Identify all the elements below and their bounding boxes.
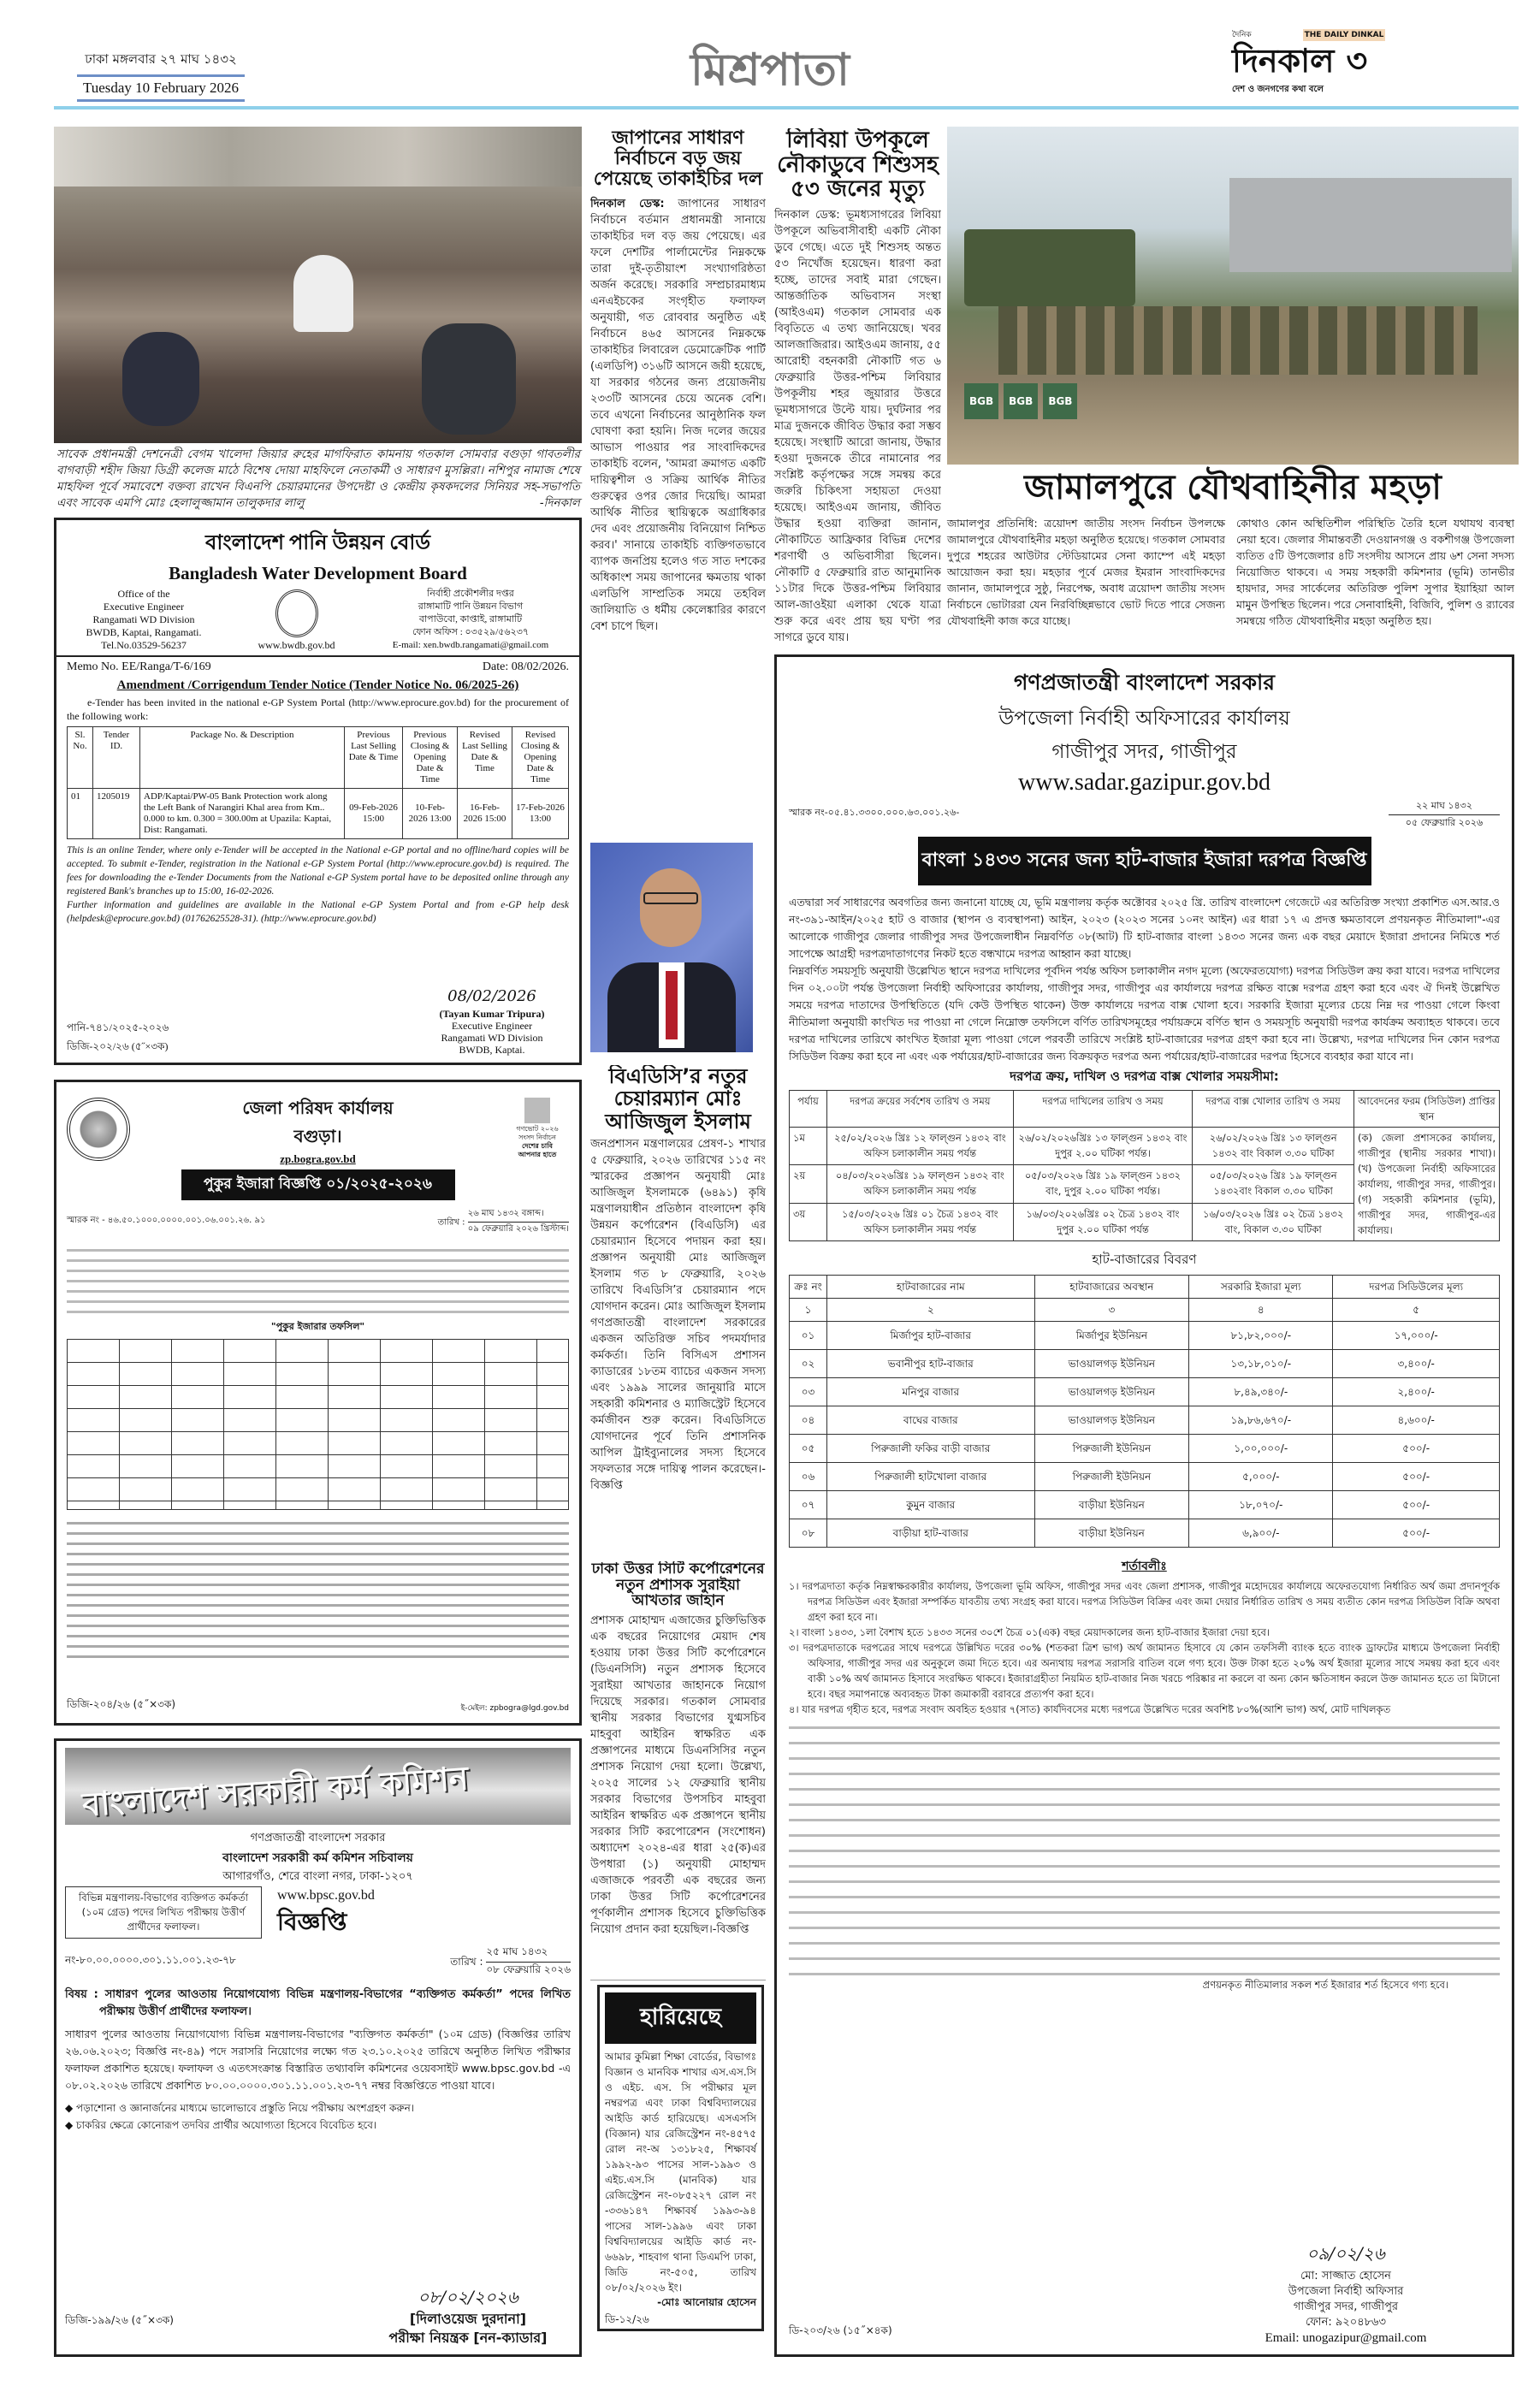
table-cell: ৫০০/- <box>1333 1519 1500 1548</box>
gazipur-place: গাজীপুর সদর, গাজীপুর <box>1051 741 1237 763</box>
logo-en: THE DAILY DINKAL <box>1304 31 1384 39</box>
japan-election-article <box>590 128 766 838</box>
logo: দিনকাল <box>1232 42 1335 80</box>
list-item: ◆ পড়াশোনা ও জ্ঞানার্জনের মাধ্যমে ভালোভাবে প্রস্তুতি নিয়ে পরীক্ষায় অংশগ্রহণ করুন। <box>65 2102 415 2114</box>
headline: ঢাকা উত্তর সিটি কর্পোরেশনের নতুন প্রশাসক সুরাইয়া আখতার জাহান <box>591 1561 765 1610</box>
table-cell: ৫০০/- <box>1333 1435 1500 1463</box>
zp-pond-table <box>67 1339 569 1510</box>
bwdb-ref2: ডিজি-২০২/২৬ (৫˝×৩ক) <box>67 1040 169 1052</box>
election-logo: গণভোট ২০২৬ সংসদ নির্বাচন দেশের চাবি আপনার হাতে <box>506 1098 569 1159</box>
table-cell: ১৭,০০০/- <box>1333 1322 1500 1350</box>
table-row <box>790 1322 1500 1350</box>
term-item: ২। বাংলা ১৪৩৩, ১লা বৈশাখ হতে ১৪৩৩ সনের ৩০শে চৈত্র ০১(এক) বছর মেয়াদকালের জন্য হাট-বাজার ইজারা দেয়া হবে। <box>789 1626 1270 1638</box>
section-title: মিশ্রপাতা <box>690 44 850 96</box>
signature: 08/02/2026 <box>447 987 536 1005</box>
portrait-photo <box>590 843 753 1052</box>
jamalpur-headline: জামালপুরে যৌথবাহিনীর মহড়া <box>1024 468 1442 507</box>
bwdb-date: Date: 08/02/2026. <box>482 660 569 673</box>
table-cell: ১৩,১৮,০১০/- <box>1189 1350 1333 1378</box>
table-cell: ৮,৪৯,৩৪০/- <box>1189 1378 1333 1406</box>
zp-city: বগুড়া। <box>293 1126 342 1146</box>
bwdb-title-en: Bangladesh Water Development Board <box>169 563 467 583</box>
bwdb-tender-ad <box>54 518 582 1065</box>
gazipur-para2: নিম্নবর্ণিত সময়সূচি অনুযায়ী উল্লেখিত স্থানে দরপত্র দাখিলের পূর্বদিন পর্যন্ত অফিস চলাকালীন নগদ মূল্যে (অফেরতযোগ্য) দরপত্র সিডিউল ক্রয় করা যাবে। দরপত্র দাখিলের দিন ০২.০০টা পর্যন্ত উপজেলা নির্বাহী অফিসারের কার্যালয়, গাজীপুর সদর, গাজীপুর এর কার্যালয়ে দরপত্র রক্ষিত বাক্সে দরপত্র গ্রহণ করা হবে এবং ঐ দিনই উল্লেখিত সময়ে দরপত্র দাতাদের উপস্থিতিতে (যদি কেউ উপস্থিত থাকেন) উক্ত কার্যালয়ে দরপত্র বাক্স খোলা হবে। সরকারি ইজারা মূল্যের চেয়ে নিম্ন দর পাওয়া গেলে কিংবা নীতিমালা অনুযায়ী কাংখিত দর পাওয়া না গেলে নিম্নোক্ত তফসিলে বর্ণিত তারিখসমূহের পর্যায়ক্রমে বর্ণিত স্থান ও সময়সূচি অনুযায়ী দরপত্র কার্যক্রম অব্যাহত থাকবে। তবে দরপত্র দাখিলের তারিখে কাংখিত ইজারা মূল্য পাওয়া গেলে পরবর্তী তারিখে সংশ্লিষ্ট হাট-বাজারের দরপত্র গ্রহণ করা হবে না। উল্লেখ্য, দরপত্র দাখিলের দিন কোন দরপত্র সিডিউল বিক্রয় করা হবে না এবং এক পর্যায়ের/হাট-বাজারের জন্য বিক্রয়কৃত দরপত্র অন্য পর্যায়ের/হাট-বাজারের দরপত্র হিসেবে ব্যবহার করা যাবে না। <box>789 964 1500 1063</box>
table-cell: পিরুজালী ফকির বাড়ী বাজার <box>827 1435 1035 1463</box>
table-cell: ২,৪০০/- <box>1333 1378 1500 1406</box>
bwdb-intro: e-Tender has been invited in the national e-GP System Portal (http://www.eprocure.gov.bd) for the procurement of the following work: <box>67 696 569 722</box>
table-cell: মির্জাপুর হাট-বাজার <box>827 1322 1035 1350</box>
headline: জাপানের সাধারণ নির্বাচনে বড় জয় পেয়েছে তাকাইচির দল <box>593 128 763 191</box>
table-cell: ভবানীপুর হাট-বাজার <box>827 1350 1035 1378</box>
zp-body-text <box>67 1244 569 1316</box>
bwdb-title-bn: বাংলাদেশ পানি উন্নয়ন বোর্ড <box>205 532 430 554</box>
jamalpur-col2: কোথাও কোন অস্থিতিশীল পরিস্থিতি তৈরি হলে যথাযথ ব্যবস্থা নেয়া হবে। জেলার সীমান্তবর্তী দেওয়ানগঞ্জ ও বকশীগঞ্জ উপজেলা ব্যতিত ৫টি উপজেলার ৪টি সংসদীয় আসনে প্রায় ৬শ সেনা সদস্য নিয়োজিত থাকবে। এ সময় সহকারী কমিশনার (ভূমি) তানভীর হায়দার, সদর সার্কেলের অতিরিক্ত পুলিশ সুপার ইয়াহিয়া আল মামুন উপস্থিত ছিলেন। পরে সেনাবাহিনী, বিজিবি, পুলিশ ও র‌্যাবের সমন্বয়ে গঠিত যৌথবাহিনীর মহড়া অনুষ্ঠিত হয়। <box>1236 517 1514 627</box>
header-rule <box>54 106 1519 110</box>
logo-small: দৈনিক <box>1232 31 1252 39</box>
table-cell: ০২ <box>790 1350 827 1378</box>
market-table <box>789 1275 1500 1548</box>
bpsc-memo: নং-৮০.০০.০০০০.৩০১.১১.০০১.২৩-৭৮ <box>65 1954 236 1966</box>
bpsc-secretariat: বাংলাদেশ সরকারী কর্ম কমিশন সচিবালয় <box>222 1851 413 1865</box>
signature: ০৮/০২/২০২৬ <box>418 2287 518 2307</box>
bpsc-web[interactable]: www.bpsc.gov.bd <box>277 1888 375 1903</box>
table-cell: ভাওয়ালগড় ইউনিয়ন <box>1034 1378 1189 1406</box>
table-cell: বাড়ীয়া ইউনিয়ন <box>1034 1491 1189 1519</box>
bwdb-seal-icon <box>275 589 318 637</box>
term-item: ৪। যার দরপত্র গৃহীত হবে, দরপত্র সংবাদ অবহিত হওয়ার ৭(সাত) কার্যদিবসের মধ্যে দরপত্রে উল্লেখিত দরের অবশিষ্ট ৮০%(আশি ভাগ) অর্থ, মোট দাখিলকৃত <box>789 1703 1391 1715</box>
bpsc-ref: ডিজি-১৯৯/২৬ (৫˝×৩ক) <box>65 2314 174 2326</box>
table-cell: ৬,৯০০/- <box>1189 1519 1333 1548</box>
zp-ref: ডিজি-২০৪/২৬ (৫˝×৩ক) <box>67 1698 176 1710</box>
bwdb-note: This is an online Tender, where only e-Tender will be accepted in the National e-GP portal and no offline/hard copies will be accepted. To submit e-Tender, registration in the National e-GP System Portal (http://www.eprocure.gov.bd) is required. The fees for downloading the e-Tender Documents from the National e-GP System portal have to be deposited online through any registered Bank's branches up to 15:00, 16-02-2026. <box>67 845 569 897</box>
market-title: হাট-বাজারের বিবরণ <box>1092 1252 1197 1267</box>
page-number: ৩ <box>1346 42 1368 80</box>
gazipur-signature-block: ০৯/০২/২৬ মো: সাজ্জাত হোসেন উপজেলা নির্বাহী অফিসার গাজীপুর সদর, গাজীপুর ফোন: ৯২০৪৮৬৩ Email: unogazipur@gmail.com <box>1226 2241 1466 2346</box>
bwdb-note2: Further information and guidelines are available in the National e-GP System Portal and from e-GP help desk (helpdesk@eprocure.gov.bd) (01762625528-31). (http://www.eprocure.gov.bd) <box>67 900 569 924</box>
table-cell: ০৪ <box>790 1406 827 1435</box>
bpsc-body: সাধারণ পুলের আওতায় নিয়োগযোগ্য বিভিন্ন মন্ত্রণালয়-বিভাগের "ব্যক্তিগত কর্মকর্তা" (১০ম গ্রেড) (বিজ্ঞপ্তির তারিখ ২৬.০৬.২০২৩; বিজ্ঞপ্তি নং-৪৯) পদে সরাসরি নিয়োগের লক্ষ্যে গত ২৩.১০.২০২৫ তারিখে অনুষ্ঠিত লিখিত পরীক্ষার ফলাফল প্রকাশিত হয়েছে। ফলাফল ও এতৎসংক্রান্ত বিস্তারিত তথ্যাবলি কমিশনের ওয়েবসাইট www.bpsc.gov.bd -এ ০৮.০২.২০২৬ তারিখে প্রকাশিত ৮০.০০.০০০০.৩০১.১১.০০১.২৩-৭৭ নম্বর বিজ্ঞপ্তিতে পাওয়া যাবে। <box>65 2028 571 2092</box>
lost-signer: -মোঃ আনোয়ার হোসেন <box>657 2296 756 2308</box>
table-cell: ভাওয়ালগড় ইউনিয়ন <box>1034 1406 1189 1435</box>
bpsc-address: আগারগাঁও, শেরে বাংলা নগর, ঢাকা-১২০৭ <box>222 1870 413 1883</box>
zp-band: পুকুর ইজারা বিজ্ঞপ্তি ০১/২০২৫-২০২৬ <box>181 1169 455 1200</box>
table-cell: ১৮,০৭০/- <box>1189 1491 1333 1519</box>
lost-body: আমার কুমিল্লা শিক্ষা বোর্ডের, বিভাগঃ বিজ্ঞান ও মানবিক শাখার এস.এস.সি ও এইচ. এস. সি পরীক্ষার মূল নম্বরপত্র এবং ঢাকা বিশ্ববিদ্যালয়ের আইডি কার্ড হারিয়েছে। এসএসসি (বিজ্ঞান) যার রেজিস্ট্রেশন নং-৪৫৭৫ রোল নং-অ ১৩১৮২৫, শিক্ষাবর্ষ ১৯৯২-৯৩ পাসের সাল-১৯৯৩ ও এইচ.এস.সি (মানবিক) যার রেজিস্ট্রেশন নং-০৮৫২২৭ রোল নং -৩৩৬১৪৭ শিক্ষাবর্ষ ১৯৯৩-৯৪ পাসের সাল-১৯৯৬ এবং ঢাকা বিশ্ববিদ্যালয়ের আইডি কার্ড নং- ৬৬৯৮, শাহবাগ থানা ডিএমপি ঢাকা, জিডি নং-৫০৫, তারিখ ০৮/০২/২০২৬ ইং। <box>605 2051 756 2294</box>
table-cell: ৪,৬০০/- <box>1333 1406 1500 1435</box>
gazipur-hat-bazar-ad <box>774 654 1514 2357</box>
gazipur-date: ২২ মাঘ ১৪৩২ ০৫ ফেব্রুয়ারি ২০২৬ <box>1389 798 1500 832</box>
table-cell: ৫,০০০/- <box>1189 1463 1333 1491</box>
lost-title: হারিয়েছে <box>605 1992 756 2044</box>
zp-terms-text <box>67 1517 569 1662</box>
terms-list <box>789 1578 1500 1717</box>
bwdb-tender-table <box>67 726 569 839</box>
date-en: Tuesday 10 February 2026 <box>77 77 245 102</box>
article-body: জনপ্রশাসন মন্ত্রণালয়ের প্রেষণ-১ শাখার ৫ ফেব্রুয়ারি, ২০২৬ তারিখের ১১৫ নং স্মারকের প্রজ্ঞাপন অনুযায়ী মোঃ আজিজুল ইসলামকে (৬৪৯১) কৃষি মন্ত্রণালয়াধীন প্রতিষ্ঠান বাংলাদেশ কৃষি উন্নয়ন কর্পোরেশন (বিএডিসি) এর চেয়ারম্যান হিসেবে পদায়ন করা হয়। প্রজ্ঞাপন অনুযায়ী মোঃ আজিজুল ইসলাম গত ৮ ফেব্রুয়ারি, ২০২৬ তারিখে বিএডিসি’র চেয়ারম্যান পদে যোগদান করেন। মোঃ আজিজুল ইসলাম গণপ্রজাতন্ত্রী বাংলাদেশ সরকারের একজন অতিরিক্ত সচিব পদমর্যাদার কর্মকর্তা। তিনি বিসিএস প্রশাসন ক্যাডারের ১৮তম ব্যাচের একজন সদস্য এবং ১৯৯৯ সালের জানুয়ারি মাসে সহকারী কমিশনার ও ম্যাজিস্ট্রেট হিসেবে কর্মজীবন শুরু করেন। বিএডিসিতে যোগদানের পূর্বে তিনি প্রশাসনিক আপিল ট্রাইব্যুনালের সদস্য হিসেবে সফলতার সঙ্গে দায়িত্ব পালন করেছেন।-বিজ্ঞপ্তি <box>590 1138 766 1493</box>
zila-parishad-pond-lease-ad <box>54 1080 582 1726</box>
bwdb-office-en: Office of the Executive Engineer Rangamati WD Division BWDB, Kaptai, Rangamati. Tel.No.03529-56237 <box>86 588 202 651</box>
table-cell: কুমুন বাজার <box>827 1491 1035 1519</box>
bgb-shield-labels: BGB BGB BGB <box>964 383 1077 419</box>
table-cell: ভাওয়ালগড় ইউনিয়ন <box>1034 1350 1189 1378</box>
table-cell: ১,০০,০০০/- <box>1189 1435 1333 1463</box>
table-header: Sl. No. Tender ID. Package No. & Description Previous Last Selling Date & Time Previous Closing & Opening Date & Time Revised Last Selling Date & Time Revised Closing & Opening Date & Time <box>68 727 569 789</box>
table-cell: বাঘের বাজার <box>827 1406 1035 1435</box>
terms-continued <box>789 1720 1500 1977</box>
table-cell: ০৬ <box>790 1463 827 1491</box>
bpsc-banner: বাংলাদেশ সরকারী কর্ম কমিশন <box>65 1748 571 1825</box>
gazipur-web[interactable]: www.sadar.gazipur.gov.bd <box>1018 769 1270 796</box>
zp-table-title: "পুকুর ইজারার তফসিল" <box>270 1321 365 1332</box>
bpsc-side-box: বিভিন্ন মন্ত্রণালয়-বিভাগের ব্যক্তিগত কর্মকর্তা (১০ম গ্রেড) পদের লিখিত পরীক্ষায় উত্তীর্ণ প্রার্থীদের ফলাফল। <box>65 1886 262 1939</box>
ballot-box-icon <box>524 1098 550 1123</box>
table-header: পর্যায় দরপত্র ক্রয়ের সর্বশেষ তারিখ ও সময় দরপত্র দাখিলের তারিখ ও সময় দরপত্র বাক্স খোলার তারিখ ও সময় আবেদনের ফরম (সিডিউল) প্রাপ্তির স্থান <box>790 1091 1500 1128</box>
table-cell: ০৭ <box>790 1491 827 1519</box>
terms-title: শর্তাবলীঃ <box>1122 1560 1167 1573</box>
table-cell: পিরুজালী হাটখোলা বাজার <box>827 1463 1035 1491</box>
table-row <box>790 1491 1500 1519</box>
headline: বিএডিসি’র নতুর চেয়ারম্যান মোঃ আজিজুল ইসলাম <box>605 1065 751 1134</box>
bwdb-office-bn: নির্বাহী প্রকৌশলীর দপ্তর রাঙ্গামাটি পানি উন্নয়ন বিভাগ বাপাউবো, কাপ্তাই, রাঙ্গামাটি ফোন অফিস : ০৩৫২৯/৫৬২৩৭ E-mail: xen.bwdb.rangamati@gmail.com <box>372 588 569 652</box>
table-row <box>790 1435 1500 1463</box>
zp-web[interactable]: zp.bogra.gov.bd <box>280 1152 356 1165</box>
schedule-place: (ক) জেলা প্রশাসকের কার্যালয়, গাজীপুর (স্থানীয় সরকার শাখা)। (খ) উপজেলা নির্বাহী অফিসারের কার্যালয়, গাজীপুর সদর, গাজীপুর। (গ) সহকারী কমিশনার (ভূমি), গাজীপুর সদর, গাজীপুর-এর কার্যালয়। <box>1354 1128 1500 1241</box>
gazipur-gov: গণপ্রজাতন্ত্রী বাংলাদেশ সরকার <box>1014 670 1275 695</box>
table-row: ১ম ২৫/০২/২০২৬ খ্রিঃ ১২ ফাল্গুন ১৪৩২ বাং অফিস চলাকালীন সময় পর্যন্ত ২৬/০২/২০২৬খ্রিঃ ১৩ ফাল্গুন ১৪৩২ বাং দুপুর ২.০০ ঘটিকা পর্যন্ত। ২৬/০২/২০২৬ খ্রিঃ ১৩ ফাল্গুন ১৪৩২ বাং বিকাল ৩.৩০ ঘটিকা (ক) জেলা প্রশাসকের কার্যালয়, গাজীপুর (স্থানীয় সরকার শাখা)। (খ) উপজেলা নির্বাহী অফিসারের কার্যালয়, গাজীপুর সদর, গাজীপুর। (গ) সহকারী কমিশনার (ভূমি), গাজীপুর সদর, গাজীপুর-এর কার্যালয়। <box>790 1128 1500 1165</box>
article-body: দিনকাল ডেস্ক: জাপানের সাধারণ নির্বাচনে বর্তমান প্রধানমন্ত্রী সানায়ে তাকাইচির দল বড় জয় পেয়েছে। এর ফলে দেশটির পার্লামেন্টের নিম্নকক্ষে তারা দুই-তৃতীয়াংশ সংখ্যাগরিষ্ঠতা অর্জন করেছে। সরকারি সম্প্রচারমাধ্যম এনএইচকের সংগৃহীত ফলাফল অনুযায়ী, গত রোববার অনুষ্ঠিত এই নির্বাচনে ৪৬৫ আসনের নিম্নকক্ষে তাকাইচির লিবারেল ডেমোক্রেটিক পার্টি (এলডিপি) ৩১৬টি আসনে জয়ী হয়েছে, যা সরকার গঠনের জন্য প্রয়োজনীয় ২৩৩টি আসনের চেয়ে অনেক বেশি। তবে এখনো নির্বাচনের আনুষ্ঠানিক ফল ঘোষণা করা হয়নি। নিজ দলের জয়ের আভাস পাওয়ার পর সাংবাদিকদের তাকাইচি বলেন, 'আমরা ক্রমাগত একটি দায়িত্বশীল ও সক্রিয় আর্থিক নীতির গুরুত্বের ওপর জোর দিয়েছি। আমরা আর্থিক নীতির স্থায়িত্বকে অগ্রাধিকার দেব এবং প্রয়োজনীয় বিনিয়োগ নিশ্চিত করব।' সানায়ে তাকাইচি ব্যক্তিগতভাবে ব্যাপক জনপ্রিয় হলেও গত সাত দশকের অধিকাংশ সময় জাপানের ক্ষমতায় থাকা এলডিপি সাম্প্রতিক সময়ে তহবিল জালিয়াতি ও ধর্মীয় কেলেঙ্কারির কারণে বেশ চাপে ছিল। <box>590 197 766 633</box>
table-cell: বাড়ীয়া হাট-বাজার <box>827 1519 1035 1548</box>
list-item: ◆ চাকরির ক্ষেত্রে কোনোরূপ তদবির প্রার্থীর অযোগ্যতা হিসেবে বিবেচিত হবে। <box>65 2119 377 2131</box>
zp-email[interactable]: ই-মেইল: zpbogra@lgd.gov.bd <box>460 1704 569 1713</box>
zp-memo: স্মারক নং - ৪৬.৫০.১০০০.০০০০.০০১.০৬.০০১.২৬. ৯১ <box>67 1216 266 1225</box>
prayer-gathering-photo <box>54 127 582 443</box>
bpsc-gov: গণপ্রজাতন্ত্রী বাংলাদেশ সরকার <box>250 1832 386 1844</box>
table-cell: ০১ <box>790 1322 827 1350</box>
table-row <box>790 1378 1500 1406</box>
tagline: দেশ ও জনগণের কথা বলে <box>1232 85 1324 94</box>
bwdb-signature-block: 08/02/2026 (Tayan Kumar Tripura) Executive Engineer Rangamati WD Division BWDB, Kaptai. <box>415 987 569 1056</box>
gazipur-memo: স্মারক নং-০৫.৪১.৩৩০০.০০০.৬৩.০০১.২৬- <box>789 807 960 818</box>
bpsc-subject: বিষয় : সাধারণ পুলের আওতায় নিয়োগযোগ্য বিভিন্ন মন্ত্রণালয়-বিভাগের “ব্যক্তিগত কর্মকর্তা” পদের লিখিত পরীক্ষায় উত্তীর্ণ প্রার্থীদের ফলাফল। <box>65 1988 571 2018</box>
table-cell: ৮১,৮২,০০০/- <box>1189 1322 1333 1350</box>
table-cell: পিরুজালী ইউনিয়ন <box>1034 1435 1189 1463</box>
zp-title: জেলা পরিষদ কার্যালয় <box>242 1098 394 1118</box>
table-cell: ১৯,৮৬,৬৭০/- <box>1189 1406 1333 1435</box>
table-cell: ৩,৪০০/- <box>1333 1350 1500 1378</box>
header <box>0 0 1540 111</box>
schedule-title: দরপত্র ক্রয়, দাখিল ও দরপত্র বাক্স খোলার সময়সীমা: <box>1010 1069 1279 1084</box>
term-item: ১। দরপত্রদাতা কর্তৃক নিম্নস্বাক্ষরকারীর কার্যালয়, উপজেলা ভূমি অফিস, গাজীপুর সদর এবং জেলা প্রশাসক, গাজীপুর মহোদয়ের কার্যালয়ে অফেরতযোগ্য নির্ধারিত অর্থ জমা প্রদানপূর্বক দরপত্র সিডিউল এবং ইজারা সম্পর্কিত যাবতীয় তথ্য সংগ্রহ করা যাবে। দরপত্র সিডিউল বিক্রির এবং জমা দেয়ার নির্ধারিত তারিখ ও সময় ব্যতীত কোন দরপত্র সিডিউল বিক্রি অথবা গ্রহণ করা হবে না। <box>789 1580 1500 1623</box>
zp-date: তারিখ : ২৬ মাঘ ১৪৩২ বঙ্গাব্দ। ০৯ ফেব্রুয়ারি ২০২৬ খ্রিস্টাব্দ। <box>437 1209 569 1234</box>
joint-forces-photo <box>947 127 1519 465</box>
signature: ০৯/০২/২৬ <box>1306 2243 1385 2264</box>
caption-credit: -দিনকাল <box>539 496 580 510</box>
gazipur-email[interactable]: Email: unogazipur@gmail.com <box>1265 2331 1427 2345</box>
zp-seal-icon <box>67 1098 130 1161</box>
table-row <box>790 1519 1500 1548</box>
table-cell: ৫০০/- <box>1333 1463 1500 1491</box>
article-body: দিনকাল ডেস্ক: ভূমধ্যসাগরের লিবিয়া উপকূলে অভিবাসীবাহী একটি নৌকা ডুবে গেছে। এতে দুই শিশুসহ অন্তত ৫৩ নিখোঁজ হয়েছেন। ধারণা করা হচ্ছে, তাদের সবাই মারা গেছেন। আন্তর্জাতিক অভিবাসন সংস্থা (আইওএম) গতকাল সোমবার এক বিবৃতিতে এ তথ্য জানিয়েছে। খবর আলজাজিরার। আইওএম জানায়, ৫৫ আরোহী বহনকারী নৌকাটি গত ৬ ফেব্রুয়ারি উত্তর-পশ্চিম লিবিয়ার উপকূলীয় শহর জুয়ারার উত্তরে ভূমধ্যসাগরে উল্টে যায়। দুর্ঘটনার পর মাত্র দুজনকে জীবিত উদ্ধার করা সম্ভব হয়েছে। সংস্থাটি আরো জানায়, উদ্ধার হওয়া দুজনকে তীরে নামানোর পর সংশ্লিষ্ট কর্তৃপক্ষের সঙ্গে সমন্বয় করে জরুরি চিকিৎসা সহায়তা দেওয়া হয়েছে। আইওএম জানায়, জীবিত উদ্ধার হওয়া ব্যক্তিরা জানান, নৌকাটিতে আফ্রিকার বিভিন্ন দেশের শরণার্থী ও অভিবাসীরা ছিলেন। নৌকাটি ৫ ফেব্রুয়ারি রাত আনুমানিক ১১টার দিকে উত্তর-পশ্চিম লিবিয়ার আল-জাওইয়া এলাকা থেকে যাত্রা শুরু করে এবং প্রায় ছয় ঘণ্টা পর সাগরে ডুবে যায়। <box>774 208 941 644</box>
table-index-row: ১ ২ ৩ ৪ ৫ <box>790 1299 1500 1322</box>
bpsc-notice-title: বিজ্ঞপ্তি <box>277 1908 347 1936</box>
bwdb-refs <box>67 1018 169 1056</box>
bwdb-notice-title: Amendment /Corrigendum Tender Notice (Tender Notice No. 06/2025-26) <box>116 678 519 692</box>
gazipur-band: বাংলা ১৪৩৩ সনের জন্য হাট-বাজার ইজারা দরপত্র বিজ্ঞপ্তি <box>918 837 1371 885</box>
schedule-table <box>789 1090 1500 1241</box>
table-row: ২য় ০৪/০৩/২০২৬খ্রিঃ ১৯ ফাল্গুন ১৪৩২ বাং অফিস চলাকালীন সময় পর্যন্ত ০৫/০৩/২০২৬ খ্রিঃ ১৯ ফাল্গুন ১৪৩২ বাং, দুপুর ২.০০ ঘটিকা পর্যন্ত। ০৫/০৩/২০২৬ খ্রিঃ ১৯ ফাল্গুন ১৪৩২বাং বিকাল ৩.৩০ ঘটিকা <box>790 1165 1500 1203</box>
gazipur-ref: ডি-২০৩/২৬ (১৫˝×৪ক) <box>789 2324 892 2336</box>
headline: লিবিয়া উপকূলে নৌকাডুবে শিশুসহ ৫৩ জনের মৃত্যু <box>777 128 939 203</box>
bwdb-web[interactable]: www.bwdb.gov.bd <box>258 639 335 651</box>
gazipur-office: উপজেলা নির্বাহী অফিসারের কার্যালয় <box>998 708 1290 730</box>
bpsc-result-ad <box>54 1738 582 2357</box>
table-cell: ০৩ <box>790 1378 827 1406</box>
table-row: ৩য় ১৫/০৩/২০২৬ খ্রিঃ ০১ চৈত্র ১৪৩২ বাং অফিস চলাকালীন সময় পর্যন্ত ১৬/০৩/২০২৬খ্রিঃ ০২ চৈত্র ১৪৩২ বাং দুপুর ২.০০ ঘটিকা পর্যন্ত ১৬/০৩/২০২৬ খ্রিঃ ০২ চৈত্র ১৪৩২ বাং, বিকাল ৩.৩০ ঘটিকা <box>790 1203 1500 1240</box>
table-row <box>790 1350 1500 1378</box>
table-cell: বাড়ীয়া ইউনিয়ন <box>1034 1519 1189 1548</box>
table-row: 01 1205019 ADP/Kaptai/PW-05 Bank Protection work along the Left Bank of Narangiri Khal area from Km.. 0.000 to km. 0.300 = 300.00m at Upazila: Kaptai, Dist: Rangamati. 09-Feb-2026 15:00 10-Feb-2026 13:00 16-Feb-2026 15:00 17-Feb-2026 13:00 <box>68 789 569 839</box>
bpsc-date: তারিখ : ২৫ মাঘ ১৪৩২ ০৮ ফেব্রুয়ারি ২০২৬ <box>450 1945 571 1975</box>
article-body: প্রশাসক মোহাম্মদ এজাজের চুক্তিভিত্তিক এক বছরের নিয়োগের মেয়াদ শেষ হওয়ায় ঢাকা উত্তর সিটি কর্পোরেশনে (ডিএনসিসি) নতুন প্রশাসক হিসেবে সুরাইয়া আখতার জাহানকে নিয়োগ দিয়েছে সরকার। গতকাল সোমবার স্থানীয় সরকার বিভাগের যুগ্মসচিব মাহবুবা আইরিন স্বাক্ষরিত এক প্রজ্ঞাপনের মাধ্যমে ডিএনসিসির নতুন প্রশাসক নিয়োগ দেয়া হলো। উল্লেখ্য, ২০২৫ সালের ১২ ফেব্রুয়ারি স্থানীয় সরকার বিভাগের উপসচিব মাহবুবা আইরিন স্বাক্ষরিত এক প্রজ্ঞাপনে স্থানীয় সরকার সিটি করপোরেশন (সংশোধন) অধ্যাদেশ ২০২৪-এর ধারা ২৫(ক)এর উপধারা (১) অনুযায়ী মোহাম্মদ এজাজকে পরবর্তী এক বছরের জন্য ঢাকা উত্তর সিটি কর্পোরেশনের পূর্ণকালীন প্রশাসক হিসেবে চুক্তিভিত্তিক নিয়োগ প্রদান করা হয়েছিল।-বিজ্ঞপ্তি <box>590 1614 766 1937</box>
gazipur-para1: এতদ্বারা সর্ব সাধারণের অবগতির জন্য জনানো যাচ্ছে যে, ভূমি মন্ত্রণালয় কর্তৃক অক্টোবর ২০২৫ খ্রি. তারিখ বাংলাদেশ গেজেটে এর অতিরিক্ত সংখ্যা প্রকাশিত এস.আর.ও নং-৩৯১-আইন/২০২৫ হাট ও বাজার (স্থাপন ও ব্যবস্থাপনা) আইন, ২০২৩ (২০২৩ সনের ১০নং আইন) এর ধারা ১৭ এ প্রদত্ত ক্ষমতাবলে প্রণয়নকৃত নীতিমালা"-এর আলোকে গাজীপুর জেলার গাজীপুর সদর উপজেলাধীন নিম্নবর্ণিত ০৮(আট) টি হাট-বাজার বাংলা ১৪৩৩ সনের জন্য এক বছর মেয়াদে ইজারা প্রদানের নিমিত্তে শর্ত সাপেক্ষে আগ্রহী দরপত্রদাতাগণের নিকট হতে বন্ধখামে দরপত্র আহ্বান করা যাচ্ছে। <box>789 896 1500 960</box>
table-cell: ০৫ <box>790 1435 827 1463</box>
bwdb-memo: Memo No. EE/Ranga/T-6/169 <box>67 660 211 673</box>
table-cell: মির্জাপুর ইউনিয়ন <box>1034 1322 1189 1350</box>
libya-boat-article <box>774 128 941 650</box>
bpsc-signature-block: ০৮/০২/২০২৬ [দিলাওয়েজ দুরদানা] পরীক্ষা নিয়ন্ত্রক [নন-ক্যাডার] <box>365 2286 571 2348</box>
terms-last: প্রণয়নকৃত নীতিমালার সকল শর্ত ইজারার শর্ত হিসেবে গণ্য হবে। <box>1202 1979 1448 1991</box>
date-bn: ঢাকা মঙ্গলবার ২৭ মাঘ ১৪৩২ <box>77 50 245 77</box>
table-header: ক্রঃ নং হাটবাজারের নাম হাটবাজারের অবস্থান সরকারি ইজারা মূল্য দরপত্র সিডিউলের মূল্য <box>790 1276 1500 1299</box>
masthead-logo <box>1232 29 1506 96</box>
bwdb-email[interactable]: E-mail: xen.bwdb.rangamati@gmail.com <box>392 640 549 650</box>
term-item: ৩। দরপত্রদাতাকে দরপত্রের সাথে দরপত্রে উল্লিখিত দরের ৩০% (শতকরা ত্রিশ ভাগ) অর্থ জামানত হিসাবে যে কোন তফসিলী ব্যাংক হতে ব্যাংক ড্রাফটের মাধ্যমে উপজেলা নির্বাহী অফিসার, গাজীপুর সদর এর অনুকূলে জমা দিতে হবে। এর অন্যথায় দরপত্র সরাসরি বাতিল বলে গণ্য হবে। উক্ত টাকা হতে ২০% অর্থ ইজারা মূল্যের সাথে সমন্বয় করা হবে এবং বাকী ১০% অর্থ জামানত হিসাবে সংরক্ষিত থাকবে। ইজারাগ্রহীতা নিয়মিত হাট-বাজার নিজ খরচে পরিষ্কার না করলে বা অন্য কোন ক্ষতিসাধন করলে উক্ত জামানত হতে তা মিটানো হবে। বছর সমাপনান্তে অব্যবহৃত টাকা জমাকারী বরাবরে প্রত্যর্পণ করা হবে। <box>789 1642 1500 1700</box>
bwdb-ref1: পানি-৭৪১/২০২৫-২০২৬ <box>67 1021 169 1033</box>
photo-caption: সাবেক প্রধানমন্ত্রী দেশনেত্রী বেগম খালেদা জিয়ার রুহের মাগফিরাত কামনায় গতকাল সোমবার বগুড়া গাবতলীর বাগবাড়ী শহীদ জিয়া ডিগ্রী কলেজ মাঠে বিশেষ দোয়া মাহফিলে নেতাকর্মী ও সাধারণ মুসল্লিরা। নশিপুর নামাজ শেষে মাহফিল পূর্বে সমাবেশে বক্তব্য রাখেন বিএনপি চেয়ারমানের উপদেষ্টা ও কেন্দ্রীয় কৃষকদলের সিনিয়র সহ-সভাপতি এবং সাবেক এমপি মোঃ হেলালুজ্জামান তালুকদার লালু -দিনকাল <box>56 447 580 510</box>
date-block <box>77 50 245 102</box>
table-row <box>790 1463 1500 1491</box>
lost-notice-ad <box>597 1985 764 2331</box>
dncc-administrator-article <box>590 1561 766 1981</box>
table-cell: পিরুজালী ইউনিয়ন <box>1034 1463 1189 1491</box>
table-cell: মনিপুর বাজার <box>827 1378 1035 1406</box>
lost-ref: ডি-১২/২৬ <box>605 2313 649 2325</box>
table-row <box>790 1406 1500 1435</box>
table-cell: ৫০০/- <box>1333 1491 1500 1519</box>
jamalpur-col1: জামালপুর প্রতিনিধি: ত্রয়োদশ জাতীয় সংসদ নির্বাচন উপলক্ষে জামালপুরে যৌথবাহিনীর মহড়া অনুষ্ঠিত হয়েছে। গতকাল সোমবার দুপুরে শহরের আউটার স্টেডিয়ামের সেনা ক্যাম্পে এই মহড়া আয়োজন করা হয়। মহড়ার পূর্বে মেজর ইমরান সাংবাদিকদের জানান, জামালপুরে সুষ্ঠু, নিরপেক্ষ, অবাধ ত্রয়োদশ জাতীয় সংসদ নির্বাচনে ভোটাররা যেন নিরবিচ্ছিন্নভাবে ভোট দিতে পারে সেজন্য যৌথবাহিনী কাজ করে যাচ্ছে। <box>947 517 1225 627</box>
table-cell: ০৮ <box>790 1519 827 1548</box>
badc-chairman-article <box>590 1065 766 1553</box>
